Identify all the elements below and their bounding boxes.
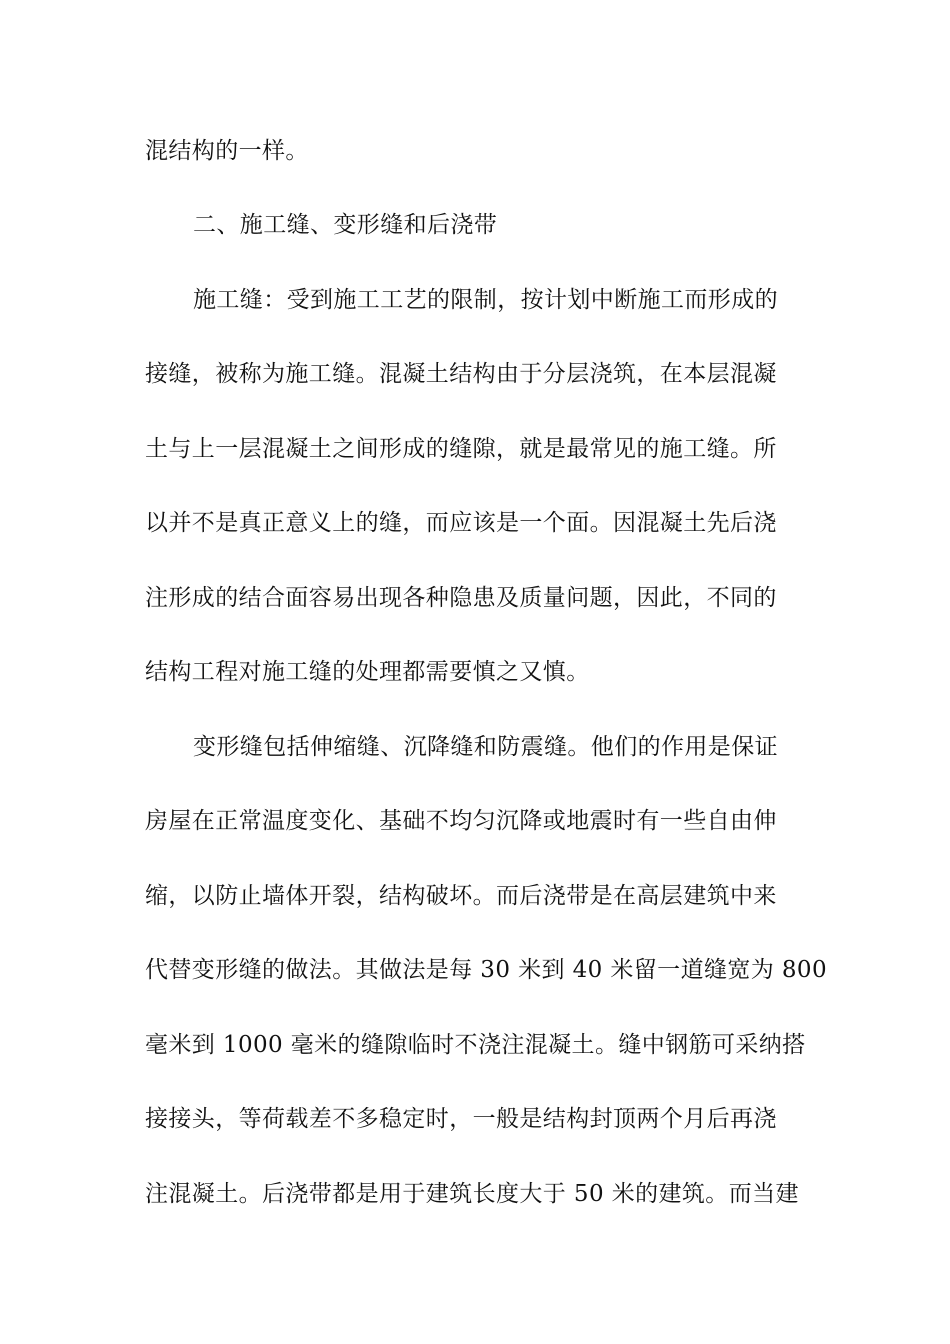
text-line: 变形缝包括伸缩缝、沉降缝和防震缝。他们的作用是保证 (193, 734, 778, 760)
text-line: 代替变形缝的做法。其做法是每 30 米到 40 米留一道缝宽为 800 (145, 957, 827, 983)
text-line: 土与上一层混凝土之间形成的缝隙，就是最常见的施工缝。所 (145, 436, 777, 462)
text-line: 注混凝土。后浇带都是用于建筑长度大于 50 米的建筑。而当建 (145, 1181, 799, 1207)
text-line: 房屋在正常温度变化、基础不均匀沉降或地震时有一些自由伸 (145, 808, 777, 834)
text-line: 缩，以防止墙体开裂，结构破坏。而后浇带是在高层建筑中来 (145, 883, 777, 909)
text-line: 结构工程对施工缝的处理都需要慎之又慎。 (145, 659, 590, 685)
text-line: 毫米到 1000 毫米的缝隙临时不浇注混凝土。缝中钢筋可采纳搭 (145, 1032, 806, 1058)
text-line: 接接头，等荷载差不多稳定时，一般是结构封顶两个月后再浇 (145, 1106, 777, 1132)
text-line: 以并不是真正意义上的缝，而应该是一个面。因混凝土先后浇 (145, 510, 777, 536)
section-heading: 二、施工缝、变形缝和后浇带 (193, 212, 498, 238)
text-line: 注形成的结合面容易出现各种隐患及质量问题，因此，不同的 (145, 585, 777, 611)
text-line: 混结构的一样。 (145, 138, 309, 164)
text-line: 施工缝：受到施工工艺的限制，按计划中断施工而形成的 (193, 287, 778, 313)
text-line: 接缝，被称为施工缝。混凝土结构由于分层浇筑，在本层混凝 (145, 361, 777, 387)
